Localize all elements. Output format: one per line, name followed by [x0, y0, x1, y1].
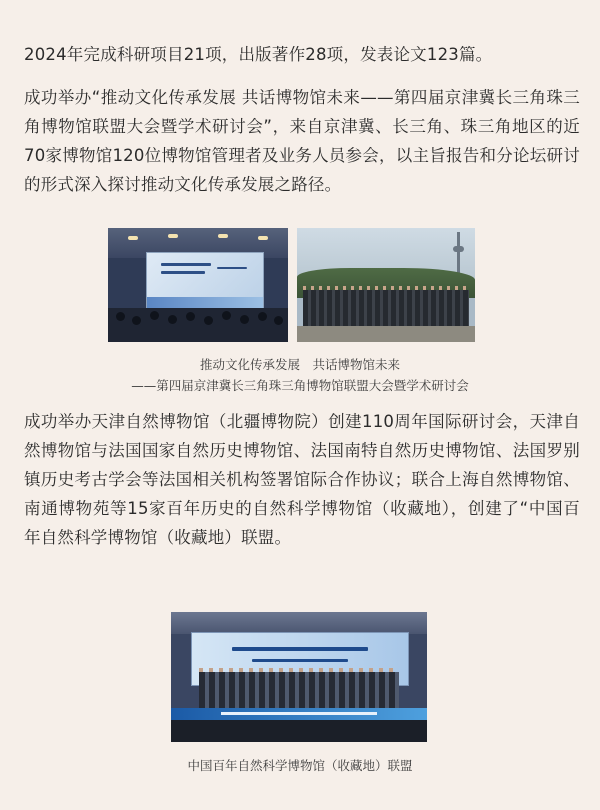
paragraph-alliance-conference: 成功举办“推动文化传承发展 共话博物馆未来——第四届京津冀长三角珠三角博物馆联盟大会暨学术研讨会”，来自京津冀、长三角、珠三角地区的近70家博物馆120位博物馆管理者及业务人员参会，以主旨报告和分论坛研讨的形式深入探讨推动文化传承发展之路径。 [24, 88, 580, 194]
photo-alliance-founding [171, 612, 427, 742]
caption-photo-group-1-subtitle: ——第四届京津冀长三角珠三角博物馆联盟大会暨学术研讨会 [131, 378, 469, 393]
caption-photo-alliance: 中国百年自然科学博物馆（收藏地）联盟 [187, 758, 413, 773]
paragraph-research-summary: 2024年完成科研项目21项，出版著作28项，发表论文123篇。 [24, 45, 493, 64]
photo-group-outdoor [297, 228, 475, 342]
photo-conference-hall [108, 228, 288, 342]
paragraph-symposium: 成功举办天津自然博物馆（北疆博物院）创建110周年国际研讨会，天津自然博物馆与法国国家自然历史博物馆、法国南特自然历史博物馆、法国罗别镇历史考古学会等法国相关机构签署馆际合作协议；联合上海自然博物馆、南通博物苑等15家百年历史的自然科学博物馆（收藏地），创建了“中国百年自然科学博物馆（收藏地）联盟。 [24, 412, 580, 547]
caption-photo-group-1-title: 推动文化传承发展 共话博物馆未来 [199, 357, 400, 372]
